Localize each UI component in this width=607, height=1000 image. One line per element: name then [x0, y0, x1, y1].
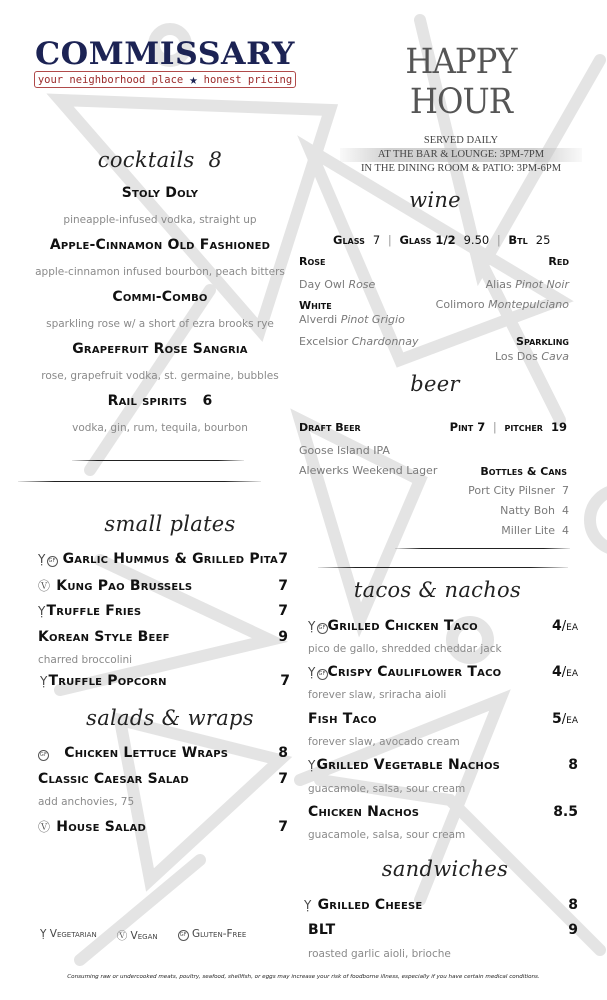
happy-hour-title: HAPPY HOUR — [405, 42, 517, 122]
tagline-right: honest pricing — [203, 73, 293, 86]
cocktail-price: 6 — [202, 393, 213, 409]
white-label: White — [299, 299, 332, 312]
menu-item: Ⓥ Kung Pao Brussels 7 — [38, 578, 288, 594]
cocktail-name: Grapefruit Rose Sangria — [72, 341, 248, 357]
menu-item: BLT 9 — [308, 922, 578, 938]
wine-item: Alias Pinot Noir — [485, 278, 569, 291]
item-desc: guacamole, salsa, sour cream — [308, 783, 466, 795]
bottle-price: 25 — [535, 233, 551, 247]
food-safety-disclaimer: Consuming raw or undercooked meats, poultry, seafood, shellfish, or eggs may increase your risk of foodborne illness, especially if you have certain medical conditions. — [67, 974, 540, 980]
legend-gluten-free: GF Gluten-Free — [178, 928, 247, 943]
star-icon: ★ — [189, 71, 198, 88]
vegetarian-icon: Ỵ — [38, 552, 46, 566]
vegan-icon: Ⓥ — [38, 579, 51, 593]
restaurant-logo — [34, 38, 296, 88]
item-desc: pico de gallo, shredded cheddar jack — [308, 643, 502, 655]
item-desc: add anchovies, 75 — [38, 796, 135, 808]
menu-item: ỴTruffle Fries 7 — [38, 603, 288, 619]
happy-hour-header — [340, 42, 582, 176]
section-title: cocktails — [97, 148, 195, 172]
cocktail-name: Apple-Cinnamon Old Fashioned — [49, 237, 271, 253]
menu-item: Korean Style Beef 9 — [38, 629, 288, 645]
gluten-free-icon: GF — [178, 930, 189, 941]
cocktail-desc: vodka, gin, rum, tequila, bourbon — [72, 422, 248, 434]
divider — [18, 481, 261, 482]
cocktail-desc: pineapple-infused vodka, straight up — [63, 214, 257, 226]
vegetarian-icon: Ỵ — [308, 665, 316, 679]
tacos-heading: tacos & nachos — [353, 578, 522, 602]
sparkling-label: Sparkling — [516, 335, 569, 348]
item-desc: guacamole, salsa, sour cream — [308, 829, 466, 841]
rail-spirits — [20, 393, 300, 409]
bottle-beer: Natty Boh 4 — [500, 504, 569, 517]
cocktails-heading — [20, 148, 300, 172]
draft-beer: Alewerks Weekend Lager — [299, 464, 438, 477]
wine-item: Excelsior Chardonnay — [299, 335, 419, 348]
pint-label: Pint — [449, 420, 474, 434]
wine-item: Colimoro Montepulciano — [435, 298, 569, 311]
item-desc: charred broccolini — [38, 654, 133, 666]
bottle-beer: Miller Lite 4 — [501, 524, 569, 537]
divider — [318, 567, 568, 568]
cocktail-name: Commi-Combo — [112, 289, 208, 305]
cocktail-desc: apple-cinnamon infused bourbon, peach bitters — [35, 266, 285, 278]
item-desc: forever slaw, sriracha aioli — [308, 689, 447, 701]
happy-hour-schedule — [340, 134, 582, 176]
vegetarian-icon: Ỵ — [40, 674, 48, 688]
brand-name: COMMISSARY — [34, 36, 296, 72]
divider — [72, 460, 244, 461]
vegetarian-icon: Ỵ — [308, 758, 316, 772]
bottle-label: Btl — [508, 233, 528, 247]
half-glass-price: 9.50 — [463, 233, 490, 247]
bottles-cans-label: Bottles & Cans — [480, 465, 567, 478]
glass-label: Glass — [333, 233, 365, 247]
glass-price: 7 — [372, 233, 381, 247]
menu-item: Ỵ GF Garlic Hummus & Grilled Pita 7 — [38, 551, 288, 567]
item-desc: forever slaw, avocado cream — [308, 736, 460, 748]
cocktail-desc: sparkling rose w/ a short of ezra brooks rye — [46, 318, 274, 330]
schedule-line: IN THE DINING ROOM & PATIO: 3PM-6PM — [360, 163, 562, 174]
vegetarian-icon: Ỵ — [40, 928, 47, 940]
wine-pricing: Glass 7 | Glass 1/2 9.50 | Btl 25 — [333, 233, 551, 247]
beer-heading: beer — [410, 372, 460, 396]
menu-item: ỴGrilled Vegetable Nachos 8 — [308, 757, 578, 773]
vegan-icon: Ⓥ — [38, 820, 51, 834]
tagline-left: your neighborhood place — [37, 73, 184, 86]
menu-item: Ỵ GF Grilled Chicken Taco 4/ea — [308, 618, 578, 634]
item-desc: roasted garlic aioli, brioche — [308, 948, 451, 960]
cocktail-desc: rose, grapefruit vodka, st. germaine, bubbles — [41, 370, 279, 382]
section-price: 8 — [208, 148, 223, 172]
gluten-free-icon: GF — [47, 556, 58, 567]
menu-item: Fish Taco 5/ea — [308, 711, 578, 727]
brand-tagline — [34, 71, 296, 88]
gluten-free-icon: GF — [317, 623, 328, 634]
wine-heading: wine — [409, 188, 461, 212]
menu-item: Chicken Nachos 8.5 — [308, 804, 578, 820]
vegetarian-icon: Ỵ — [308, 619, 316, 633]
dietary-legend — [40, 928, 246, 943]
pitcher-price: 19 — [550, 420, 567, 434]
menu-item: Ⓥ House Salad 7 — [38, 819, 288, 835]
gluten-free-icon: GF — [38, 750, 49, 761]
cocktail-name: Stoly Doly — [121, 185, 199, 201]
vegetarian-icon: Ỵ — [38, 604, 46, 618]
legend-vegetarian: Ỵ Vegetarian — [40, 928, 97, 940]
schedule-line: SERVED DAILY — [423, 135, 499, 146]
wine-item: Alverdi Pinot Grigio — [299, 313, 405, 326]
draft-beer: Goose Island IPA — [299, 444, 390, 457]
menu-item: Classic Caesar Salad 7 — [38, 771, 288, 787]
red-label: Red — [548, 255, 569, 268]
legend-vegan: Ⓥ Vegan — [116, 930, 158, 942]
small-plates-heading: small plates — [104, 512, 236, 536]
wine-item: Los Dos Cava — [495, 350, 569, 363]
sandwiches-heading: sandwiches — [381, 857, 509, 881]
menu-item: Ỵ GF Crispy Cauliflower Taco 4/ea — [308, 664, 578, 680]
bottle-beer: Port City Pilsner 7 — [468, 484, 569, 497]
beer-pricing: Pint 7 | pitcher 19 — [449, 420, 567, 434]
menu-item: Ỵ Grilled Cheese 8 — [304, 897, 578, 913]
salads-heading: salads & wraps — [86, 706, 254, 730]
menu-item: ỴTruffle Popcorn 7 — [40, 673, 290, 689]
cocktail-name: Rail spirits — [107, 393, 188, 409]
half-glass-label: Glass 1/2 — [399, 233, 456, 247]
draft-beer-label: Draft Beer — [299, 421, 361, 434]
vegetarian-icon: Ỵ — [304, 898, 312, 912]
wine-item: Day Owl Rose — [299, 278, 376, 291]
pitcher-label: pitcher — [504, 420, 543, 434]
gluten-free-icon: GF — [317, 669, 328, 680]
menu-item: GF Chicken Lettuce Wraps 8 — [39, 745, 288, 761]
schedule-line: AT THE BAR & LOUNGE: 3PM-7PM — [340, 148, 582, 162]
pint-price: 7 — [477, 420, 486, 434]
divider — [395, 548, 570, 549]
vegan-icon: Ⓥ — [116, 930, 128, 942]
rose-label: Rose — [299, 255, 326, 268]
